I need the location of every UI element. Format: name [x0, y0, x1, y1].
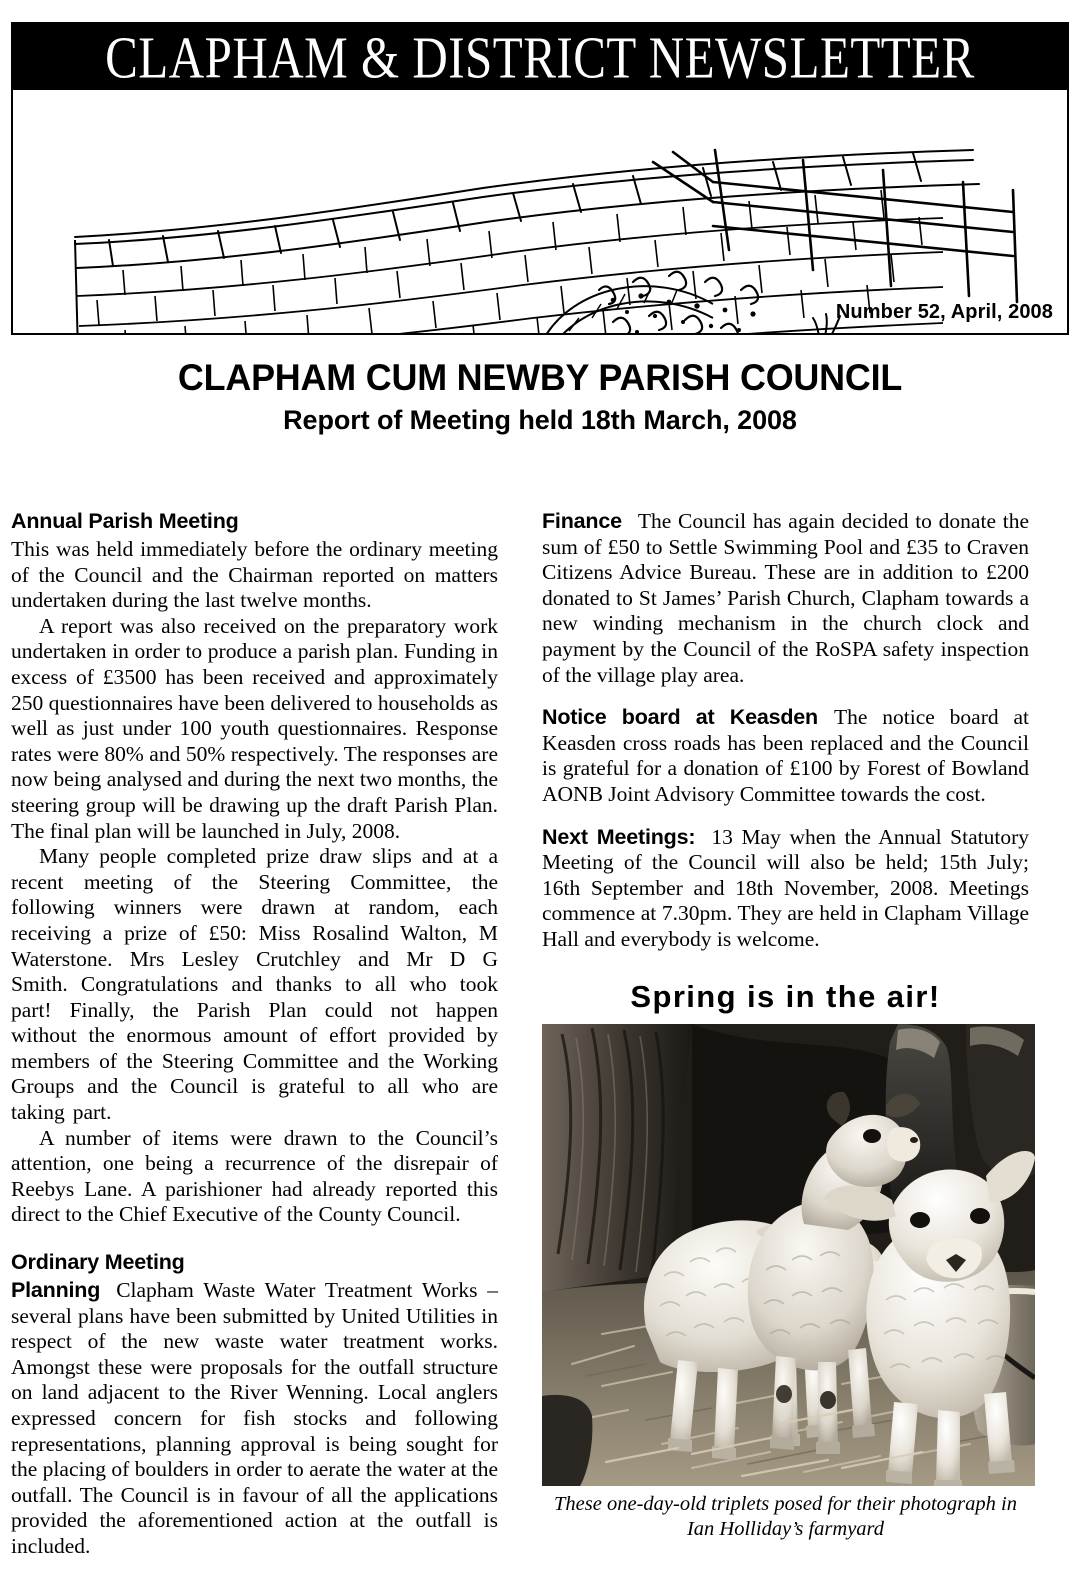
notice-board-body-text: The notice board at Keasden cross roads has been replaced and the Council is grateful for a donation of £100 by Forest of Bowland AONB Joint Advisory Committee towards the cost. — [542, 705, 1029, 806]
paragraph-planning — [11, 1278, 498, 1560]
title-block — [0, 359, 1080, 436]
masthead — [11, 22, 1069, 335]
heading-annual-parish-meeting: Annual Parish Meeting — [11, 509, 239, 533]
paragraph-finance — [542, 509, 1029, 688]
runin-label-finance: Finance — [542, 509, 622, 533]
runin-label-notice-board: Notice board at Keasden — [542, 705, 818, 730]
left-column — [11, 509, 498, 1560]
masthead-title-bar — [13, 24, 1067, 90]
article-columns — [11, 509, 1069, 1560]
paragraph-parish-plan-report: A report was also received on the preparatory work undertaken in order to produce a parish plan. Funding in excess of £3500 has been received and approximately 250 questionnaires have been delivered to households as well as just under 100 youth questionnaires. Response rates were 80% and 50% respectively. The responses are now being analysed and during the next two months, the steering group will be drawing up the draft Parish Plan. The final plan will be launched in July, 2008. — [11, 613, 498, 843]
paragraph-council-attention-items: A number of items were drawn to the Council’s attention, one being a recurrence of the disrepair of Reebys Lane. A parishioner had already reported this direct to the Chief Executive of the County Council. — [11, 1125, 498, 1227]
lambs-photograph — [542, 1024, 1035, 1486]
photo-caption: These one-day-old triplets posed for their photograph in Ian Holliday’s farmyard — [554, 1492, 1017, 1540]
finance-body-text: The Council has again decided to donate the sum of £50 to Settle Swimming Pool and £35 to Craven Citizens Advice Bureau. These are in addition to £200 donated to St James’ Parish Church, Clapham towards a new winding mechanism in the church clock and payment by the Council of the RoSPA safety inspection of the village play area. — [542, 509, 1029, 687]
paragraph-next-meetings — [542, 825, 1029, 953]
runin-label-planning: Planning — [11, 1278, 101, 1303]
right-column — [542, 509, 1029, 1560]
heading-ordinary-meeting: Ordinary Meeting — [11, 1250, 185, 1275]
issue-number: Number 52, April, 2008 — [835, 301, 1053, 323]
heading-spring-is-in-the-air: Spring is in the air! — [630, 978, 941, 1014]
next-meetings-body-text: 13 May when the Annual Statutory Meeting of the Council will also be held; 15th July; 16th September and 18th November, 2008. Meetings commence at 7.30pm. They are held in Clapham Village Hall and everybody is welcome. — [542, 824, 1029, 951]
paragraph-prize-draw: Many people completed prize draw slips and at a recent meeting of the Steering Committee, the following winners were drawn at random, each receiving a prize of £50: Miss Rosalind Walton, M Waterstone. Mrs Lesley Crutchley and Mr D G Smith. Congratulations and thanks to all who took part! Finally, the Parish Plan could not happen without the enormous amount of effort provided by members of the Steering Committee and the Working Groups and the Council is grateful to all who are taking part. — [11, 844, 498, 1125]
paragraph-notice-board — [542, 705, 1029, 807]
planning-body-text: Clapham Waste Water Treatment Works – several plans have been submitted by United Utilities in respect of the new waste water treatment works. Amongst these were proposals for the outfall structure on land adjacent to the River Wenning. Local anglers expressed concern for fish stocks and following representations, planning approval is being sought for the placing of boulders in order to aerate the water at the outfall. The Council is in favour of all the applications provided the aforementioned action at the outfall is included. — [11, 1278, 498, 1558]
page-subtitle: Report of Meeting held 18th March, 2008 — [283, 404, 797, 435]
runin-label-next-meetings: Next Meetings: — [542, 824, 696, 849]
masthead-illustration — [13, 90, 1067, 333]
paragraph-annual-meeting-intro: This was held immediately before the ordinary meeting of the Council and the Chairman reported on matters undertaken during the last twelve months. — [11, 537, 498, 613]
page-title: CLAPHAM CUM NEWBY PARISH COUNCIL — [177, 357, 903, 398]
newsletter-title: CLAPHAM & DISTRICT NEWSLETTER — [105, 24, 975, 90]
